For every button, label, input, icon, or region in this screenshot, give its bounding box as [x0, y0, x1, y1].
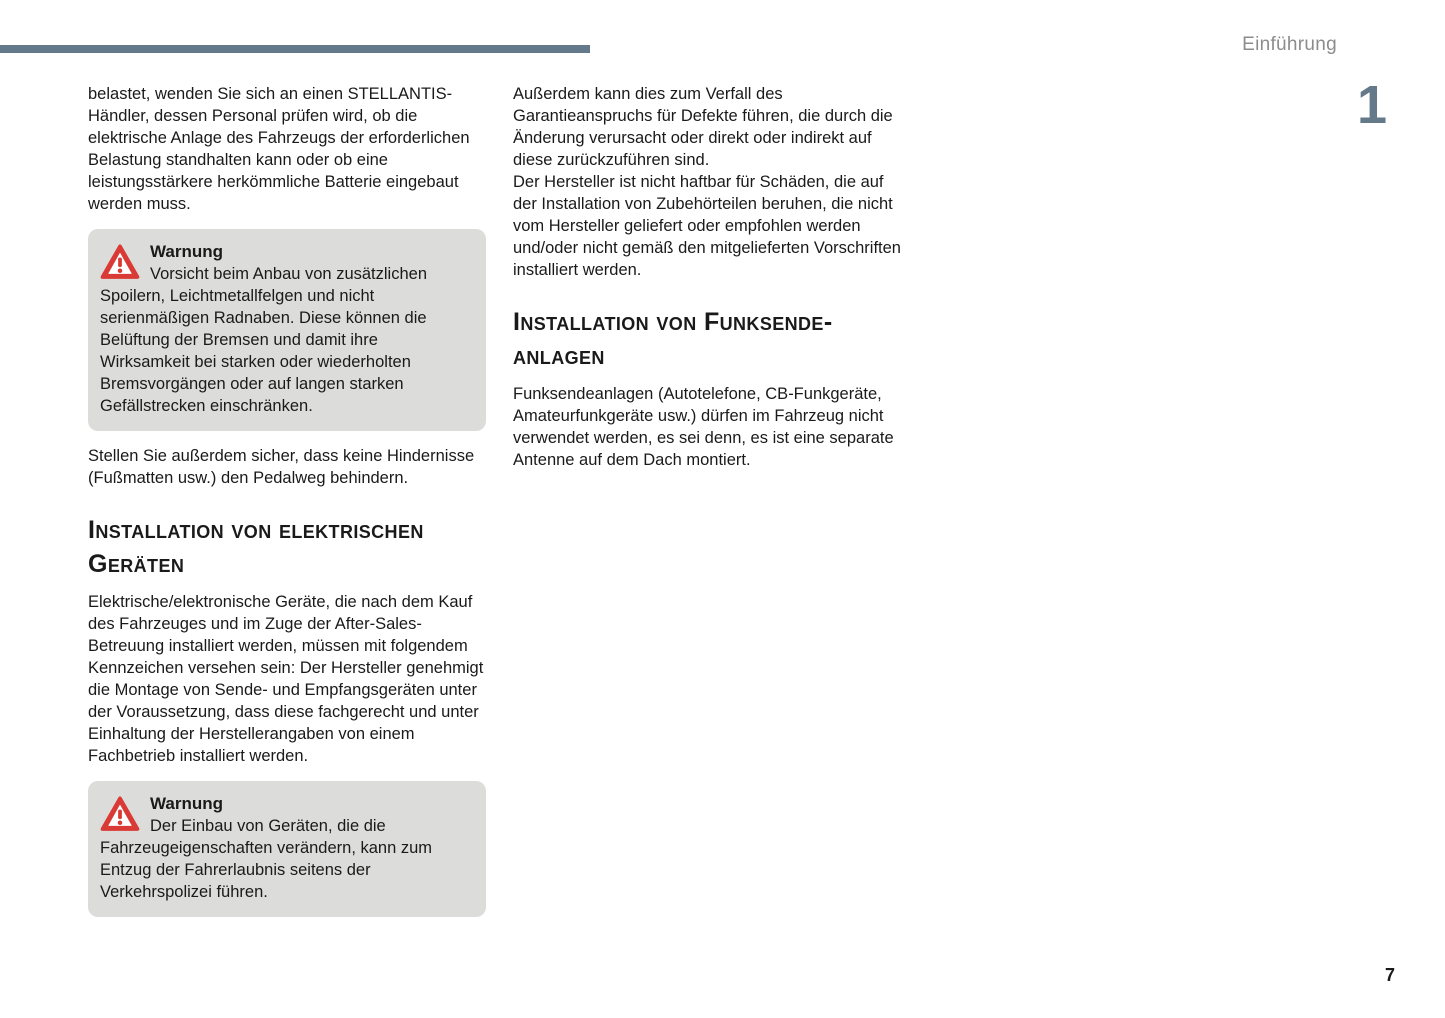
paragraph-liability: Der Hersteller ist nicht haftbar für Schäden, die auf der Installation von Zubehörteilen beruhen, die nicht vom Hersteller geliefert oder empfohlen werden und/oder nicht gemäß den mitgelieferten Vorschriften installiert werden. — [513, 173, 901, 279]
warning-title: Warnung — [150, 794, 224, 813]
page-number: 7 — [1384, 965, 1395, 985]
paragraph-battery: belastet, wenden Sie sich an einen STELLANTIS-Händler, dessen Personal prüfen wird, ob die elektrische Anlage des Fahrzeugs der erforderlichen Belastung standhalten kann oder ob eine leistungsstärkere herkömmliche Batterie eingebaut werden muss. — [88, 85, 470, 213]
warning-text: Vorsicht beim Anbau von zusätzlichen Spoilern, Leichtmetallfelgen und nicht serienmäßigen Radnaben. Diese können die Belüftung der Bremsen und damit ihre Wirksamkeit bei starken oder wiederholten Bremsvorgängen oder auf langen starken Gefällstrecken einschränken. — [100, 265, 427, 415]
right-column — [513, 83, 911, 471]
warning-triangle-icon — [100, 243, 140, 281]
heading-radio-transmitters: Installation von Funksende-anlagen — [513, 308, 833, 370]
warning-triangle-icon — [100, 795, 140, 833]
section-title: Einführung — [1242, 34, 1337, 55]
paragraph-warranty: Außerdem kann dies zum Verfall des Garantieanspruchs für Defekte führen, die durch die Änderung verursacht oder direkt oder indirekt auf diese zurückzuführen sind. — [513, 85, 893, 169]
warning-title: Warnung — [150, 242, 224, 261]
warning-text: Der Einbau von Geräten, die die Fahrzeugeigenschaften verändern, kann zum Entzug der Fahrerlaubnis seitens der Verkehrspolizei führen. — [100, 817, 433, 901]
header-rule — [0, 45, 590, 53]
warning-box-devices — [88, 781, 486, 917]
paragraph-electrical: Elektrische/elektronische Geräte, die nach dem Kauf des Fahrzeuges und im Zuge der After-Sales-Betreuung installiert werden, müssen mit folgendem Kennzeichen versehen sein: Der Hersteller genehmigt die Montage von Sende- und Empfangsgeräten unter der Voraussetzung, dass diese fachgerecht und unter Einhaltung der Herstellerangaben von einem Fachbetrieb installiert werden. — [88, 593, 484, 765]
warning-box-spoilers — [88, 229, 486, 431]
left-column — [88, 83, 486, 931]
paragraph-radio: Funksendeanlagen (Autotelefone, CB-Funkgeräte, Amateurfunkgeräte usw.) dürfen im Fahrzeug nicht verwendet werden, es sei denn, es ist eine separate Antenne auf dem Dach montiert. — [513, 385, 894, 469]
paragraph-pedal: Stellen Sie außerdem sicher, dass keine Hindernisse (Fußmatten usw.) den Pedalweg behindern. — [88, 447, 475, 487]
heading-electrical-devices: Installation von elektrischen Geräten — [88, 516, 424, 578]
chapter-number: 1 — [1356, 75, 1387, 135]
